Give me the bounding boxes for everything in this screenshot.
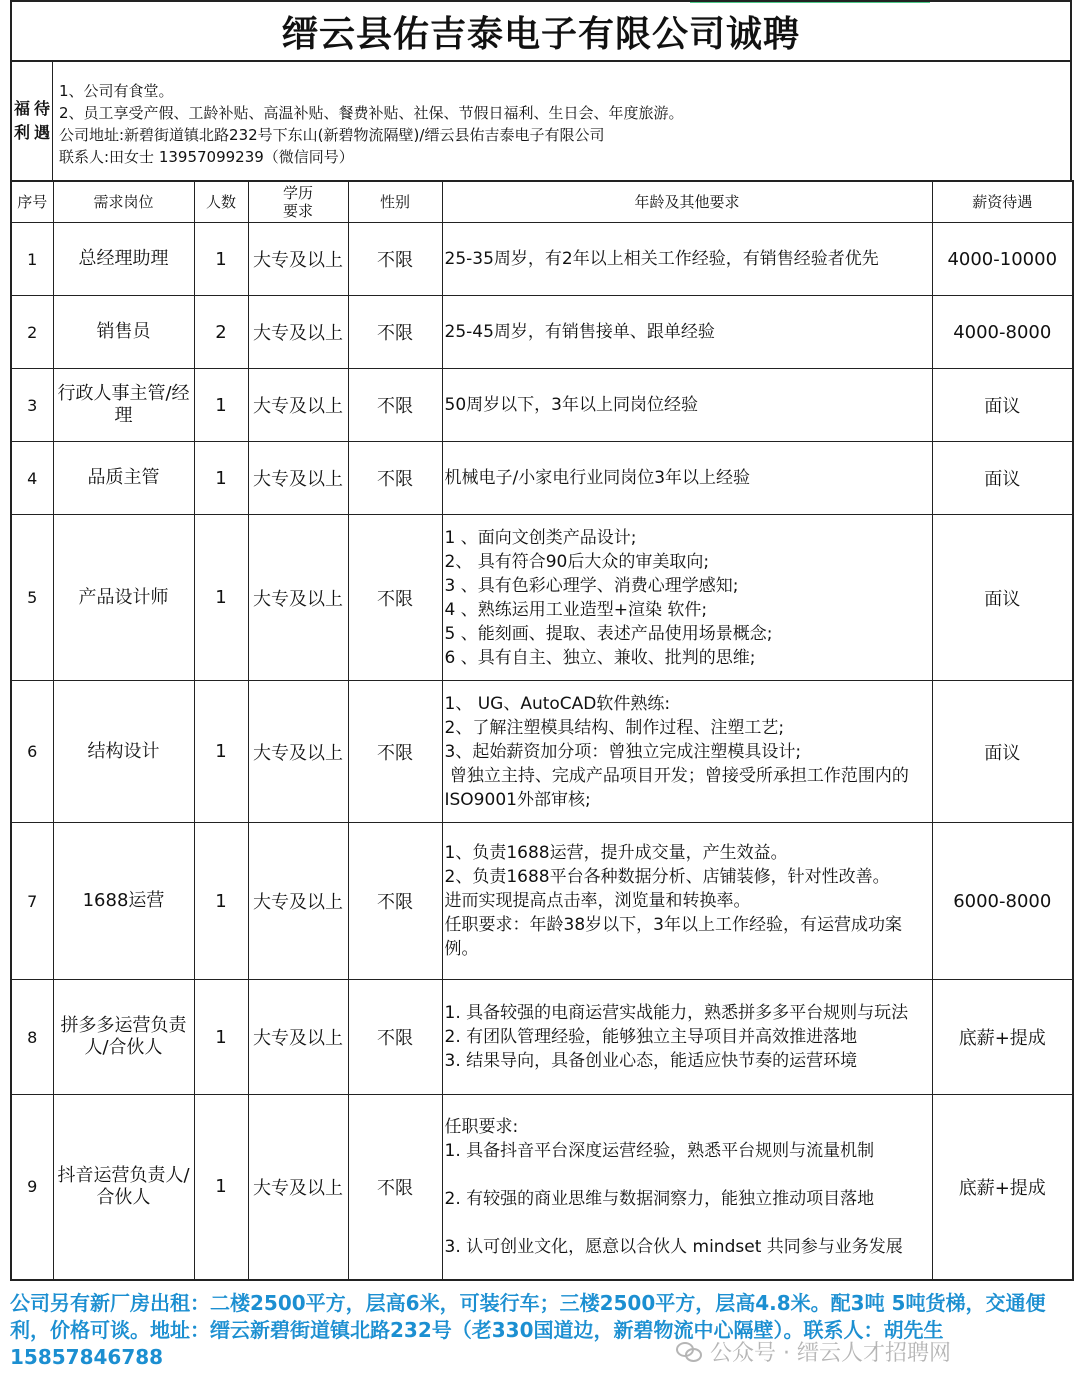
row-count: 1 [194,442,248,515]
requirements-text: 任职要求: 1. 具备抖音平台深度运营经验，熟悉平台规则与流量机制 2. 有较强的商业思维与数据洞察力，能独立推动项目落地 3. 认可创业文化，愿意以合伙人 mindset 共同参与业务发展 [444,1116,903,1257]
row-number: 6 [11,681,53,823]
row-gender: 不限 [348,442,442,515]
benefits-label-line1: 福利 [13,99,30,142]
table-row [11,823,1073,980]
row-requirements [442,681,932,823]
benefits-text [53,62,1070,180]
factory-rental-notice: 公司另有新厂房出租：二楼2500平方，层高6米，可装行车；三楼2500平方，层高4.8米。配3吨 5吨货梯，交通便利，价格可谈。地址：缙云新碧街道镇北路232号（老330国道边，新碧物流中心隔壁）。联系人：胡先生15857846788 [10,1291,1046,1369]
row-salary: 4000-8000 [932,296,1073,369]
row-salary: 面议 [932,515,1073,681]
col-header-count: 人数 [194,181,248,223]
col-header-education: 学历 要求 [248,181,348,223]
requirements-text: 1 、面向文创类产品设计; 2、 具有符合90后大众的审美取向; 3 、具有色彩心理学、消费心理学感知; 4 、熟练运用工业造型+渲染 软件; 5 、能刻画、提取、表述产品使用场景概念; 6 、具有自主、独立、兼收、批判的思维; [444,527,773,668]
row-gender: 不限 [348,296,442,369]
row-gender: 不限 [348,980,442,1095]
row-position: 产品设计师 [53,515,194,681]
row-count: 1 [194,681,248,823]
row-number: 5 [11,515,53,681]
row-number: 3 [11,369,53,442]
row-education: 大专及以上 [248,980,348,1095]
recruitment-sheet [10,0,1072,1281]
row-salary: 4000-10000 [932,223,1073,296]
watermark-text: 公众号 · 缙云人才招聘网 [710,1341,951,1366]
table-row [11,681,1073,823]
row-position: 结构设计 [53,681,194,823]
row-requirements [442,515,932,681]
row-requirements [442,223,932,296]
row-salary: 面议 [932,681,1073,823]
row-education: 大专及以上 [248,1095,348,1280]
row-position: 1688运营 [53,823,194,980]
row-position: 行政人事主管/经理 [53,369,194,442]
requirements-text: 机械电子/小家电行业同岗位3年以上经验 [444,468,751,488]
row-count: 2 [194,296,248,369]
contact-person: 联系人:田女士 13957099239（微信同号） [59,148,354,166]
row-education: 大专及以上 [248,681,348,823]
row-number: 7 [11,823,53,980]
requirements-text: 25-35周岁，有2年以上相关工作经验，有销售经验者优先 [444,249,879,269]
row-count: 1 [194,1095,248,1280]
row-number: 4 [11,442,53,515]
requirements-text: 50周岁以下，3年以上同岗位经验 [444,395,698,415]
requirements-text: 1. 具备较强的电商运营实战能力，熟悉拼多多平台规则与玩法 2. 有团队管理经验，能够独立主导项目并高效推进落地 3. 结果导向，具备创业心态，能适应快节奏的运营环境 [444,1003,909,1071]
row-education: 大专及以上 [248,223,348,296]
row-education: 大专及以上 [248,823,348,980]
table-row [11,515,1073,681]
row-salary: 底薪+提成 [932,1095,1073,1280]
benefits-section [10,60,1072,180]
row-position: 拼多多运营负责人/合伙人 [53,980,194,1095]
row-requirements [442,823,932,980]
table-row [11,223,1073,296]
requirements-text: 1、负责1688运营，提升成交量，产生效益。 2、负责1688平台各种数据分析、店铺装修，针对性改善。 进而实现提高点击率，浏览量和转换率。 任职要求：年龄38岁以下，3年以上工作经验，有运营成功案例。 [444,843,902,959]
page-title: 缙云县佑吉泰电子有限公司诚聘 [10,0,1072,60]
row-number: 1 [11,223,53,296]
table-row [11,1095,1073,1280]
row-gender: 不限 [348,823,442,980]
row-requirements [442,1095,932,1280]
table-row [11,369,1073,442]
row-requirements [442,296,932,369]
row-gender: 不限 [348,515,442,681]
row-position: 抖音运营负责人/合伙人 [53,1095,194,1280]
row-requirements [442,369,932,442]
row-count: 1 [194,515,248,681]
row-count: 1 [194,823,248,980]
row-education: 大专及以上 [248,369,348,442]
row-number: 2 [11,296,53,369]
wechat-icon [676,1342,702,1362]
benefit-line-allowances: 2、员工享受产假、工龄补贴、高温补贴、餐费补贴、社保、节假日福利、生日会、年度旅游。 [59,104,684,122]
row-salary: 面议 [932,442,1073,515]
row-salary: 6000-8000 [932,823,1073,980]
requirements-text: 25-45周岁，有销售接单、跟单经验 [444,322,715,342]
row-gender: 不限 [348,681,442,823]
row-education: 大专及以上 [248,515,348,681]
col-header-salary: 薪资待遇 [932,181,1073,223]
row-gender: 不限 [348,1095,442,1280]
row-salary: 面议 [932,369,1073,442]
col-header-gender: 性别 [348,181,442,223]
row-number: 8 [11,980,53,1095]
table-header-row [11,181,1073,223]
row-education: 大专及以上 [248,296,348,369]
job-table [10,180,1074,1281]
benefits-label [12,62,53,180]
row-salary: 底薪+提成 [932,980,1073,1095]
watermark [676,1336,951,1367]
row-education: 大专及以上 [248,442,348,515]
col-header-position: 需求岗位 [53,181,194,223]
benefit-line-canteen: 1、公司有食堂。 [59,82,174,100]
row-number: 9 [11,1095,53,1280]
row-count: 1 [194,223,248,296]
company-address: 公司地址:新碧街道镇北路232号下东山(新碧物流隔壁)/缙云县佑吉泰电子有限公司 [59,126,605,144]
table-row [11,980,1073,1095]
benefits-label-line2: 待遇 [33,99,50,142]
col-header-no: 序号 [11,181,53,223]
row-position: 品质主管 [53,442,194,515]
row-position: 销售员 [53,296,194,369]
table-row [11,296,1073,369]
row-requirements [442,442,932,515]
row-count: 1 [194,369,248,442]
requirements-text: 1、 UG、AutoCAD软件熟练: 2、了解注塑模具结构、制作过程、注塑工艺; 3、起始薪资加分项：曾独立完成注塑模具设计; 曾独立主持、完成产品项目开发；曾接受所承担工作范围内的ISO9001外部审核; [444,693,909,810]
col-header-requirements: 年龄及其他要求 [442,181,932,223]
row-gender: 不限 [348,223,442,296]
row-requirements [442,980,932,1095]
row-count: 1 [194,980,248,1095]
row-gender: 不限 [348,369,442,442]
table-row [11,442,1073,515]
row-position: 总经理助理 [53,223,194,296]
